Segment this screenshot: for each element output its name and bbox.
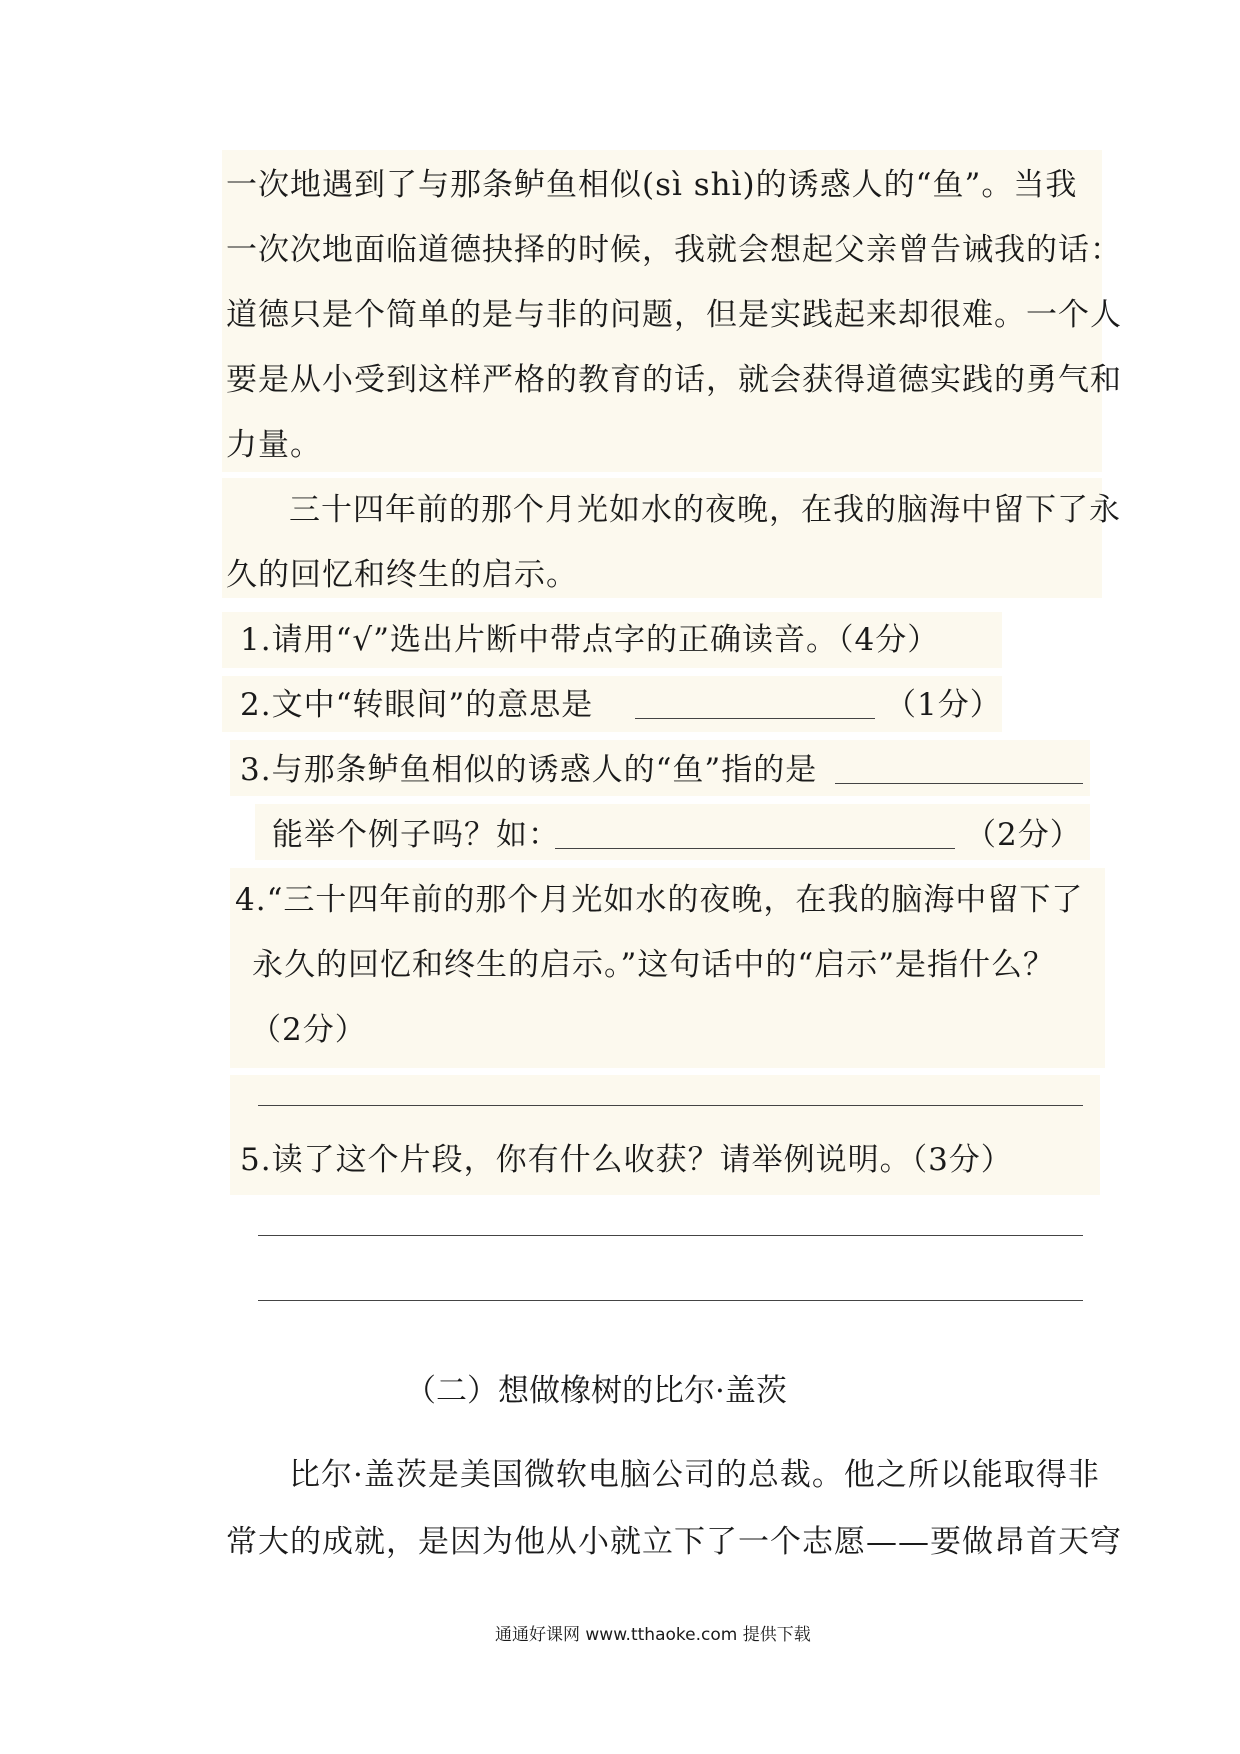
closing-line-1: 三十四年前的那个月光如水的夜晚，在我的脑海中留下了永 <box>289 492 1121 528</box>
section-title: （二）想做橡树的比尔·盖茨 <box>405 1373 787 1409</box>
answer-blank-q3b[interactable] <box>555 848 955 849</box>
section2-line-2: 常大的成就，是因为他从小就立下了一个志愿——要做昂首天穹 <box>226 1524 1122 1560</box>
question-3-line-1: 3.与那条鲈鱼相似的诱惑人的“鱼”指的是 <box>240 752 818 788</box>
answer-blank-q2[interactable] <box>635 718 875 719</box>
answer-blank-q3a[interactable] <box>835 783 1083 784</box>
closing-line-2: 久的回忆和终生的启示。 <box>226 557 578 593</box>
section2-line-1: 比尔·盖茨是美国微软电脑公司的总裁。他之所以能取得非 <box>289 1457 1100 1493</box>
question-3-line-2: 能举个例子吗？如： <box>272 817 560 853</box>
passage-line-1: 一次地遇到了与那条鲈鱼相似(sì shì)的诱惑人的“鱼”。当我 <box>226 167 1078 203</box>
question-4-points: （2分） <box>250 1012 367 1048</box>
answer-line-q5-2[interactable] <box>258 1300 1083 1301</box>
footer-text: 通通好课网 www.tthaoke.com 提供下载 <box>495 1625 811 1645</box>
question-3-points: （2分） <box>965 817 1082 853</box>
question-2: 2.文中“转眼间”的意思是 <box>240 687 594 723</box>
passage-line-5: 力量。 <box>226 427 322 463</box>
question-4-line-1: 4.“三十四年前的那个月光如水的夜晚，在我的脑海中留下了 <box>235 882 1084 918</box>
answer-line-q5-1[interactable] <box>258 1235 1083 1236</box>
passage-line-2: 一次次地面临道德抉择的时候，我就会想起父亲曾告诫我的话： <box>226 232 1122 268</box>
passage-line-4: 要是从小受到这样严格的教育的话，就会获得道德实践的勇气和 <box>226 362 1122 398</box>
question-4-line-2: 永久的回忆和终生的启示。”这句话中的“启示”是指什么？ <box>252 947 1056 983</box>
question-2-points: （1分） <box>885 687 1002 723</box>
answer-line-q4[interactable] <box>258 1105 1083 1106</box>
question-1: 1.请用“√”选出片断中带点字的正确读音。（4分） <box>240 622 940 658</box>
passage-line-3: 道德只是个简单的是与非的问题，但是实践起来却很难。一个人 <box>226 297 1122 333</box>
question-5: 5.读了这个片段，你有什么收获？请举例说明。（3分） <box>240 1142 1013 1178</box>
